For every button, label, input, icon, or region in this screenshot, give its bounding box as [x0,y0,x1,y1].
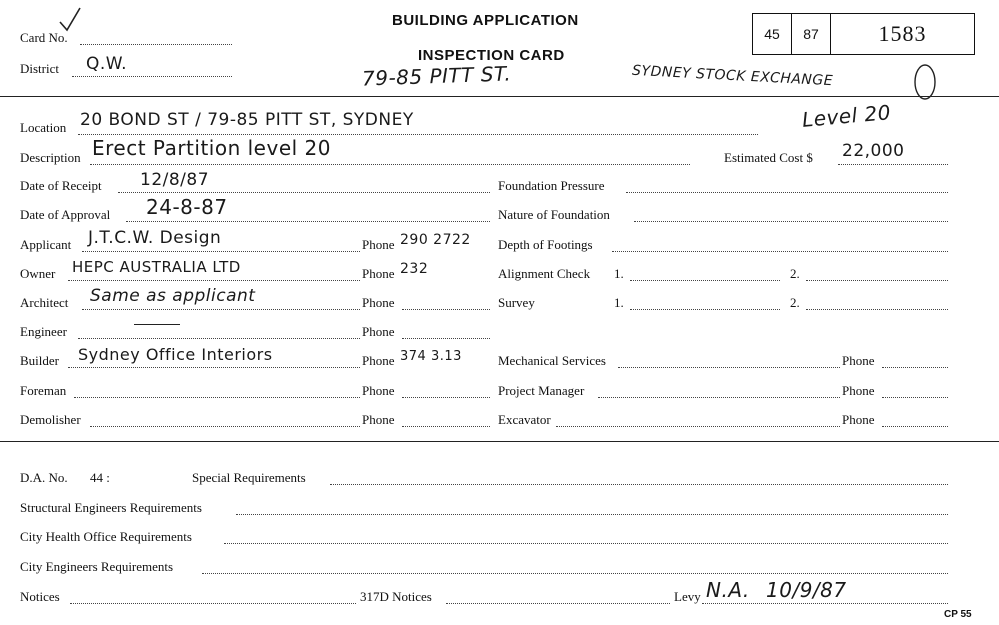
architect-phone-line [402,309,490,310]
builder-line [68,367,360,368]
mechanical-phone-label: Phone [842,353,875,368]
structural-requirements-line [236,514,948,515]
estimated-cost-value: 22,000 [842,141,905,161]
project-manager-phone-label: Phone [842,383,875,398]
applicant-phone: 290 2722 [400,232,471,248]
district-label: District [20,61,59,76]
alignment-one-line [630,280,780,281]
date-approval-value: 24-8-87 [146,195,228,219]
levy-line [702,603,948,604]
structural-requirements-label: Structural Engineers Requirements [20,500,202,515]
owner-phone-label: Phone [362,266,395,281]
applicant-label: Applicant [20,237,72,252]
engineer-line [78,338,360,339]
card-number-box [752,13,975,55]
demolisher-phone-line [402,426,490,427]
title-inspection-card: INSPECTION CARD [418,47,565,64]
location-label: Location [20,120,67,135]
date-receipt-line [118,192,490,193]
depth-footings-line [612,251,948,252]
notices-label: Notices [20,589,60,604]
alignment-one-label: 1. [614,266,624,281]
title-building-application: BUILDING APPLICATION [392,12,579,29]
district-value: Q.W. [86,54,128,74]
demolisher-line [90,426,360,427]
mechanical-services-line [618,367,840,368]
date-receipt-value: 12/8/87 [140,170,210,190]
survey-label: Survey [498,295,535,310]
card-no-label: Card No. [20,30,68,45]
owner-value: HEPC AUSTRALIA LTD [72,258,241,276]
excavator-phone-line [882,426,948,427]
mechanical-services-label: Mechanical Services [498,353,606,368]
nature-foundation-line [634,221,948,222]
level-note: Level 20 [801,100,892,132]
da-no-value: 44 : [90,470,110,485]
form-code: CP 55 [944,609,972,620]
architect-value: Same as applicant [90,286,256,306]
builder-value: Sydney Office Interiors [78,345,273,364]
excavator-line [556,426,840,427]
foreman-line [74,397,360,398]
depth-footings-label: Depth of Footings [498,237,593,252]
card-box-year-a: 45 [753,14,792,54]
survey-one-line [630,309,780,310]
engineer-label: Engineer [20,324,67,339]
date-approval-label: Date of Approval [20,207,111,222]
nature-foundation-label: Nature of Foundation [498,207,610,222]
architect-label: Architect [20,295,69,310]
special-requirements-line [330,484,948,485]
project-manager-line [598,397,840,398]
description-value: Erect Partition level 20 [92,136,331,160]
alignment-two-label: 2. [790,266,800,281]
notices-line [70,603,356,604]
survey-two-label: 2. [790,295,800,310]
notices-317d-line [446,603,670,604]
demolisher-phone-label: Phone [362,412,395,427]
mechanical-phone-line [882,367,948,368]
section-divider [0,441,999,442]
description-line [90,164,690,165]
survey-two-line [806,309,948,310]
builder-phone-label: Phone [362,353,395,368]
description-label: Description [20,150,81,165]
foreman-label: Foreman [20,383,67,398]
architect-phone-label: Phone [362,295,395,310]
estimated-cost-label: Estimated Cost $ [724,150,813,165]
engineers-requirements-label: City Engineers Requirements [20,559,174,574]
health-requirements-line [224,543,948,544]
owner-line [68,280,360,281]
alignment-check-label: Alignment Check [498,266,591,281]
builder-label: Builder [20,353,59,368]
engineer-dash [134,324,180,325]
engineer-phone-label: Phone [362,324,395,339]
applicant-line [82,251,360,252]
foundation-pressure-line [626,192,948,193]
card-number: 1583 [878,21,927,46]
foreman-phone-line [402,397,490,398]
engineers-requirements-line [202,573,948,574]
alignment-two-line [806,280,948,281]
survey-one-label: 1. [614,295,624,310]
special-requirements-label: Special Requirements [192,470,306,485]
architect-line [82,309,360,310]
card-no-line [80,44,232,45]
levy-date: 10/9/87 [766,578,847,602]
district-line [72,76,232,77]
levy-label: Levy [674,589,701,604]
estimated-cost-line [838,164,948,165]
owner-phone: 232 [400,261,429,277]
applicant-phone-label: Phone [362,237,395,252]
project-manager-label: Project Manager [498,383,585,398]
excavator-label: Excavator [498,412,551,427]
excavator-phone-label: Phone [842,412,875,427]
notices-317d-label: 317D Notices [360,589,432,604]
foreman-phone-label: Phone [362,383,395,398]
levy-value: N.A. [706,578,750,602]
card-box-year-b: 87 [792,14,831,54]
applicant-value: J.T.C.W. Design [88,228,222,248]
demolisher-label: Demolisher [20,412,81,427]
owner-label: Owner [20,266,56,281]
project-manager-phone-line [882,397,948,398]
location-value: 20 BOND ST / 79-85 PITT ST, SYDNEY [80,110,414,130]
location-line [78,134,758,135]
checkmark-icon [58,6,82,34]
engineer-phone-line [402,338,490,339]
date-approval-line [126,221,490,222]
header-divider [0,96,999,97]
date-receipt-label: Date of Receipt [20,178,102,193]
foundation-pressure-label: Foundation Pressure [498,178,605,193]
health-requirements-label: City Health Office Requirements [20,529,192,544]
da-no-label: D.A. No. [20,470,68,485]
handwritten-address: 79-85 PITT ST. [361,61,512,91]
builder-phone: 374 3.13 [400,349,462,364]
handwritten-building-name: SYDNEY STOCK EXCHANGE [631,62,834,90]
